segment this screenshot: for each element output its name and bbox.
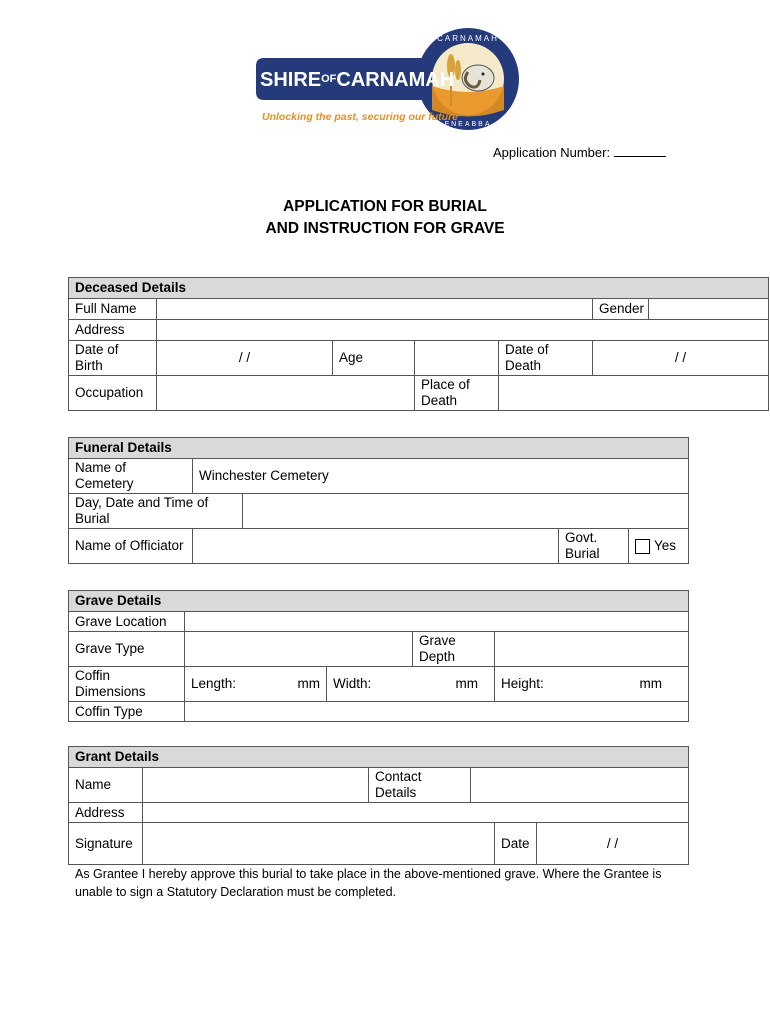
age-label: Age — [333, 341, 415, 376]
signature-label: Signature — [69, 823, 143, 865]
length-label: Length: — [191, 676, 237, 691]
contact-details-field[interactable] — [471, 768, 689, 803]
yes-label: Yes — [654, 538, 677, 553]
coffin-dimensions-label: Coffin Dimensions — [69, 667, 185, 702]
coffin-height-field[interactable] — [495, 667, 689, 702]
grant-details-table — [68, 746, 689, 865]
place-of-death-label: Place of Death — [415, 376, 499, 411]
full-name-field[interactable] — [157, 299, 593, 320]
grave-depth-label: Grave Depth — [413, 632, 495, 667]
officiator-label: Name of Officiator — [69, 529, 193, 564]
gender-label: Gender — [593, 299, 649, 320]
grave-type-label: Grave Type — [69, 632, 185, 667]
occupation-label: Occupation — [69, 376, 157, 411]
application-number — [493, 145, 666, 160]
logo-name-of: OF — [321, 73, 337, 85]
page-title-line2: AND INSTRUCTION FOR GRAVE — [265, 220, 505, 237]
grave-location-field[interactable] — [185, 612, 689, 632]
width-unit: mm — [455, 676, 478, 691]
grant-address-field[interactable] — [143, 803, 689, 823]
address-label: Address — [69, 320, 157, 341]
grave-details-header: Grave Details — [69, 591, 689, 612]
funeral-details-table — [68, 437, 689, 564]
application-number-field[interactable] — [614, 145, 666, 157]
coffin-type-field[interactable] — [185, 702, 689, 722]
grantee-note: As Grantee I hereby approve this burial to take place in the above-mentioned grave. Where the Grantee is unable to sign a Statutory Declaration must be completed. — [75, 867, 662, 899]
occupation-field[interactable] — [157, 376, 415, 411]
full-name-label: Full Name — [69, 299, 157, 320]
logo-name-part1: SHIRE — [260, 69, 322, 91]
govt-burial-yes[interactable] — [629, 529, 689, 564]
grant-name-label: Name — [69, 768, 143, 803]
length-unit: mm — [297, 676, 320, 691]
grave-depth-field[interactable] — [495, 632, 689, 667]
dod-field[interactable]: / / — [593, 341, 769, 376]
gender-field[interactable] — [649, 299, 769, 320]
deceased-details-header: Deceased Details — [69, 278, 769, 299]
burial-datetime-label: Day, Date and Time of Burial — [69, 494, 243, 529]
govt-burial-label: Govt. Burial — [559, 529, 629, 564]
coffin-width-field[interactable] — [327, 667, 495, 702]
address-field[interactable] — [157, 320, 769, 341]
grave-type-field[interactable] — [185, 632, 413, 667]
deceased-details-table — [68, 277, 769, 411]
signature-field[interactable] — [143, 823, 495, 865]
cemetery-label: Name of Cemetery — [69, 459, 193, 494]
dob-label: Date of Birth — [69, 341, 157, 376]
grave-details-table — [68, 590, 689, 722]
height-label: Height: — [501, 676, 544, 691]
grant-date-label: Date — [495, 823, 537, 865]
govt-burial-checkbox[interactable] — [635, 539, 650, 554]
cemetery-field[interactable]: Winchester Cemetery — [193, 459, 689, 494]
place-of-death-field[interactable] — [499, 376, 769, 411]
officiator-field[interactable] — [193, 529, 559, 564]
age-field[interactable] — [415, 341, 499, 376]
grave-location-label: Grave Location — [69, 612, 185, 632]
logo-ring-bottom: ENEABBA — [444, 121, 492, 128]
dob-field[interactable]: / / — [157, 341, 333, 376]
grant-address-label: Address — [69, 803, 143, 823]
grant-name-field[interactable] — [143, 768, 369, 803]
grant-date-field[interactable]: / / — [537, 823, 689, 865]
dod-label: Date of Death — [499, 341, 593, 376]
svg-text:SHIREOFCARNAMAH — [260, 69, 454, 91]
grant-details-header: Grant Details — [69, 747, 689, 768]
height-unit: mm — [639, 676, 663, 691]
logo-name-part2: CARNAMAH — [336, 69, 455, 91]
width-label: Width: — [333, 676, 372, 691]
shire-logo — [246, 28, 526, 138]
coffin-type-label: Coffin Type — [69, 702, 185, 722]
logo-tagline: Unlocking the past, securing our future — [262, 111, 459, 123]
page-title-line1: APPLICATION FOR BURIAL — [283, 198, 487, 215]
contact-details-label: Contact Details — [369, 768, 471, 803]
logo-ring-top: CARNAMAH — [437, 34, 499, 43]
application-number-label: Application Number: — [493, 145, 611, 160]
funeral-details-header: Funeral Details — [69, 438, 689, 459]
burial-datetime-field[interactable] — [243, 494, 689, 529]
coffin-length-field[interactable] — [185, 667, 327, 702]
